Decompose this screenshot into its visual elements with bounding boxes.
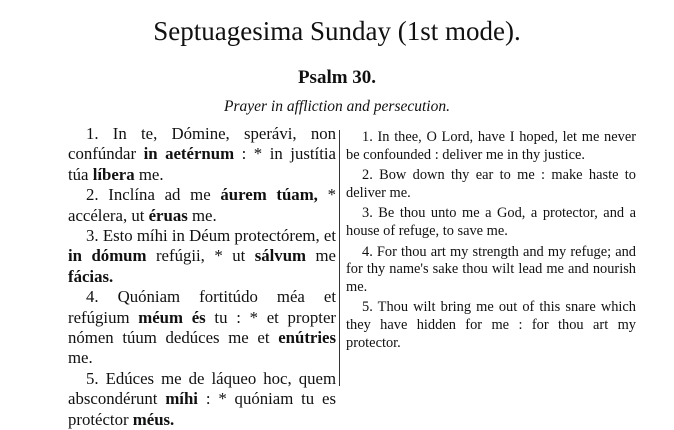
verse-text: tu : * et propter nómen túum dedúces me et xyxy=(68,307,336,348)
accent-word: éruas xyxy=(148,205,188,225)
accent-word: áurem xyxy=(220,185,267,205)
english-verse-3: 3. Be thou unto me a God, a protector, and a house of refuge, to save me. xyxy=(346,205,636,239)
verse-text: * accélera, ut xyxy=(68,185,336,225)
english-column xyxy=(346,129,636,352)
accent-word: aetérnum xyxy=(165,144,235,164)
accent-word: sálvum xyxy=(254,246,307,266)
accent-word: fácias. xyxy=(68,266,114,286)
verse-text: refúgii, * ut xyxy=(146,246,255,266)
verse-text: me. xyxy=(68,348,93,368)
english-verse-2: 2. Bow down thy ear to me : make haste to deliver me. xyxy=(346,167,636,201)
psalm-subtitle: Prayer in affliction and persecution. xyxy=(223,98,450,115)
latin-verse-5 xyxy=(68,369,336,430)
latin-verse-1 xyxy=(68,124,336,185)
accent-word: in xyxy=(68,246,82,266)
verse-text: 3. Esto míhi in Déum protectórem, et xyxy=(86,226,336,246)
accent-word: dómum xyxy=(91,246,147,266)
accent-word: és xyxy=(191,307,206,327)
accent-word: méus. xyxy=(132,409,175,429)
accent-word: méum xyxy=(138,307,183,327)
accent-word: míhi xyxy=(165,389,198,409)
accent-word: túam, xyxy=(276,185,318,205)
verse-text: me xyxy=(306,246,336,266)
verse-text: 2. Inclína ad me xyxy=(86,185,221,205)
accent-word: in xyxy=(143,144,158,164)
verse-text xyxy=(267,185,277,204)
psalm-heading: Psalm 30. xyxy=(297,67,377,88)
verse-text xyxy=(183,308,192,327)
english-verse-4: 4. For thou art my strength and my refuge; and for thy name's sake thou wilt lead me and nourish me. xyxy=(346,243,636,295)
column-divider xyxy=(339,130,340,386)
latin-column xyxy=(68,124,336,430)
verse-text: 5. Edúces me de láqueo hoc, quem abscondérunt xyxy=(68,368,336,409)
english-verse-5: 5. Thou wilt bring me out of this snare which they have hidden for me : for thou art my protector. xyxy=(346,299,636,351)
accent-word: líbera xyxy=(92,164,135,184)
verse-text: 1. In te, Dómine, sperávi, non confúndar xyxy=(68,124,336,164)
latin-verse-4 xyxy=(68,287,336,369)
accent-word: enútries xyxy=(278,328,336,348)
latin-verse-3 xyxy=(68,226,336,287)
verse-text: : * quóniam tu es protéctor xyxy=(68,389,336,429)
english-verse-1: 1. In thee, O Lord, have I hoped, let me never be confounded : deliver me in thy justice. xyxy=(346,129,636,163)
page-title: Septuagesima Sunday (1st mode). xyxy=(153,16,521,46)
verse-text: : * in justítia túa xyxy=(68,144,336,184)
verse-text: 4. Quóniam fortitúdo méa et refúgium xyxy=(68,287,336,327)
latin-verse-2 xyxy=(68,185,336,226)
verse-text xyxy=(158,144,166,163)
verse-text: me. xyxy=(187,205,217,225)
verse-text: me. xyxy=(134,164,164,184)
